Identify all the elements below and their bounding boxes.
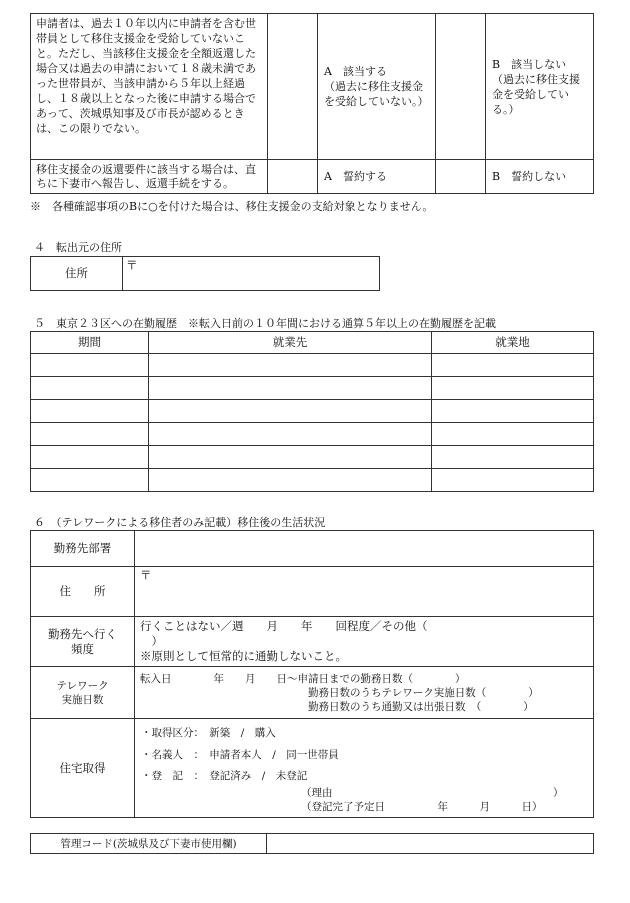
address-label: 住 所 — [31, 567, 135, 617]
telework-line-3: 勤務日数のうち通勤又は出張日数 （ ） — [308, 700, 534, 713]
frequency-line-2: ） — [140, 634, 163, 648]
employer-cell[interactable] — [149, 354, 432, 377]
location-cell[interactable] — [432, 354, 594, 377]
table-row — [31, 354, 594, 377]
declaration-option-a-2: A 誓約する — [318, 160, 436, 194]
employer-cell[interactable] — [149, 469, 432, 492]
previous-address-field[interactable] — [123, 257, 380, 291]
location-cell[interactable] — [432, 469, 594, 492]
management-code-label: 管理コード(茨城県及び下妻市使用欄) — [31, 834, 267, 854]
telework-days-row — [31, 667, 594, 719]
housing-line-1: ・取得区分： 新築 / 購入 — [141, 727, 276, 739]
telework-line-1: 転入日 年 月 日～申請日までの勤務日数（ ） — [140, 672, 466, 685]
period-cell[interactable] — [31, 354, 149, 377]
table-row — [31, 446, 594, 469]
employer-cell[interactable] — [149, 377, 432, 400]
telework-days-label: テレワーク 実施日数 — [31, 667, 135, 719]
location-cell[interactable] — [432, 423, 594, 446]
frequency-line-1: 行くことはない／週 月 年 回程度／その他（ — [140, 619, 428, 633]
housing-line-3: ・登 記 ： 登記済み / 未登記 — [141, 770, 308, 782]
table-row — [31, 400, 594, 423]
table-row — [31, 469, 594, 492]
telework-days-field[interactable] — [135, 667, 594, 719]
header-employer: 就業先 — [149, 332, 432, 354]
commute-frequency-row — [31, 617, 594, 667]
previous-address-table — [30, 256, 380, 291]
employer-cell[interactable] — [149, 446, 432, 469]
postal-mark: 〒 — [126, 258, 138, 272]
commute-frequency-label: 勤務先へ行く 頻度 — [31, 617, 135, 667]
table-row — [31, 377, 594, 400]
table-row — [31, 423, 594, 446]
location-cell[interactable] — [432, 377, 594, 400]
housing-line-2: ・名義人 ： 申請者本人 / 同一世帯員 — [141, 749, 339, 761]
declaration-row-2 — [31, 160, 594, 194]
section6-title: ６ （テレワークによる移住者のみ記載）移住後の生活状況 — [34, 516, 326, 529]
declaration-check-a-1[interactable] — [268, 14, 318, 160]
declaration-table — [30, 13, 594, 194]
employer-cell[interactable] — [149, 423, 432, 446]
commute-frequency-field[interactable] — [135, 617, 594, 667]
housing-acquisition-field[interactable] — [135, 719, 594, 818]
header-work-location: 就業地 — [432, 332, 594, 354]
department-label: 勤務先部署 — [31, 531, 135, 567]
declaration-row-1 — [31, 14, 594, 160]
management-code-field[interactable] — [267, 834, 594, 854]
address-row — [31, 567, 594, 617]
housing-acquisition-row — [31, 719, 594, 818]
period-cell[interactable] — [31, 469, 149, 492]
declaration-check-b-2[interactable] — [436, 160, 486, 194]
post-move-status-table — [30, 530, 594, 818]
postal-mark: 〒 — [140, 568, 152, 582]
department-field[interactable] — [135, 531, 594, 567]
location-cell[interactable] — [432, 400, 594, 423]
header-period: 期間 — [31, 332, 149, 354]
disqualification-note: ※ 各種確認事項のBに○を付けた場合は、移住支援金の支給対象となりません。 — [30, 200, 434, 213]
declaration-option-b-1: B 該当しない （過去に移住支援金を受給している。） — [486, 14, 594, 160]
housing-line-5: （登記完了予定日 年 月 日） — [301, 801, 543, 813]
declaration-question-1: 申請者は、過去１０年以内に申請者を含む世帯員として移住支援金を受給していないこと。ただし、当該移住支援金を全額返還した場合又は過去の申請において１８歳未満であった世帯員が、当該申請から５年以上経過し、１８歳以上となった後に申請する場合であって、茨城県知事及び市長が認めるときは、この限りでない。 — [31, 14, 268, 160]
period-cell[interactable] — [31, 423, 149, 446]
address-field[interactable] — [135, 567, 594, 617]
telework-line-2: 勤務日数のうちテレワーク実施日数（ ） — [308, 686, 539, 699]
period-cell[interactable] — [31, 377, 149, 400]
section5-title: ５ 東京２３区への在勤履歴 ※転入日前の１０年間における通算５年以上の在勤履歴を記載 — [34, 317, 496, 330]
previous-address-label: 住所 — [31, 257, 123, 291]
declaration-check-b-1[interactable] — [436, 14, 486, 160]
housing-line-4: （理由 ） — [301, 787, 564, 799]
declaration-question-2: 移住支援金の返還要件に該当する場合は、直ちに下妻市へ報告し、返還手続をする。 — [31, 160, 268, 194]
employer-cell[interactable] — [149, 400, 432, 423]
section4-title: ４ 転出元の住所 — [34, 241, 122, 254]
tokyo-work-history-table — [30, 331, 594, 492]
management-code-table — [30, 833, 594, 854]
declaration-option-b-2: B 誓約しない — [486, 160, 594, 194]
frequency-line-3: ※原則として恒常的に通勤しないこと。 — [140, 649, 347, 663]
work-history-header-row — [31, 332, 594, 354]
housing-acquisition-label: 住宅取得 — [31, 719, 135, 818]
location-cell[interactable] — [432, 446, 594, 469]
period-cell[interactable] — [31, 400, 149, 423]
period-cell[interactable] — [31, 446, 149, 469]
department-row — [31, 531, 594, 567]
declaration-option-a-1: A 該当する （過去に移住支援金を受給していない。） — [318, 14, 436, 160]
declaration-check-a-2[interactable] — [268, 160, 318, 194]
